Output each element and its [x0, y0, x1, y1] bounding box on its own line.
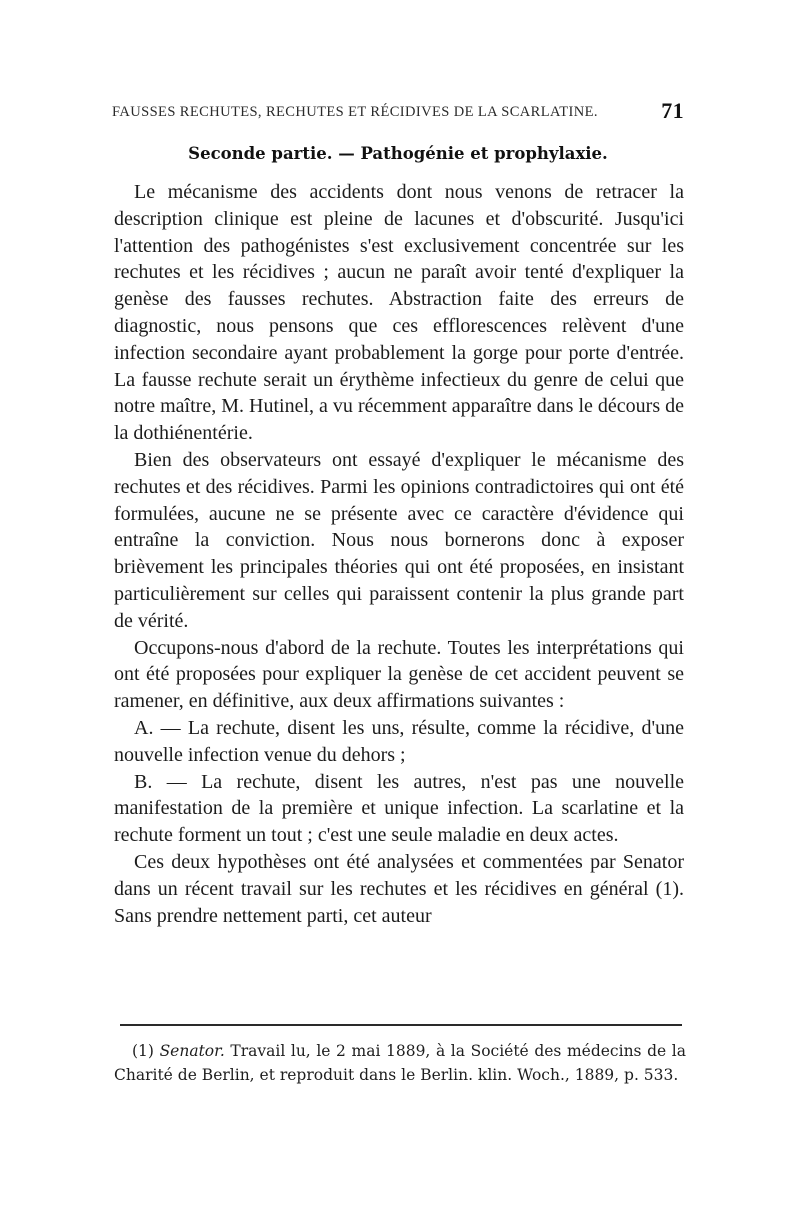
paragraph: Ces deux hypothèses ont été analysées et commentées par Senator dans un récent travail sur les rechutes et les récidives en général (1). Sans prendre nettement parti, cet auteur — [114, 850, 684, 927]
paragraph: Occupons-nous d'abord de la rechute. Toutes les interprétations qui ont été proposées pour expliquer la genèse de cet accident peuvent se ramener, en définitive, aux deux affirmations suivantes : — [114, 636, 684, 713]
footnote-marker: (1) — [132, 1042, 154, 1060]
footnote-author: Senator. — [159, 1042, 225, 1060]
footnote-divider — [120, 1024, 682, 1026]
footnote-paragraph — [114, 1040, 686, 1087]
paragraph: Le mécanisme des accidents dont nous venons de retracer la description clinique est pleine de lacunes et d'obscurité. Jusqu'ici l'attention des pathogénistes s'est exclusivement concentrée sur les rechutes et les récidives ; aucun ne paraît avoir tenté d'expliquer la genèse des fausses rechutes. Abstraction faite des erreurs de diagnostic, nous pensons que ces efflorescences relèvent d'une infection secondaire ayant probablement la gorge pour porte d'entrée. La fausse rechute serait un érythème infectieux du genre de celui que notre maître, M. Hutinel, a vu récemment apparaître dans le décours de la dothiénentérie. — [114, 181, 684, 445]
body-text — [114, 179, 684, 929]
footnote-text: Travail lu, le 2 mai 1889, à la Société des médecins de la Charité de Berlin, et reproduit dans le Berlin. klin. Woch., 1889, p. 533. — [114, 1042, 686, 1084]
running-head — [112, 98, 684, 124]
paragraph: Bien des observateurs ont essayé d'expliquer le mécanisme des rechutes et des récidives. Parmi les opinions contradictoires qui ont été formulées, aucune ne se présente avec ce caractère d'évidence qui entraîne la conviction. Nous nous bornerons donc à exposer brièvement les principales théories qui ont été proposées, en insistant particulièrement sur celles qui paraissent contenir la plus grande part de vérité. — [114, 448, 684, 632]
paragraph: B. — La rechute, disent les autres, n'est pas une nouvelle manifestation de la première et unique infection. La scarlatine et la rechute forment un tout ; c'est une seule maladie en deux actes. — [114, 770, 684, 847]
section-title: Seconde partie. — Pathogénie et prophylaxie. — [188, 144, 608, 163]
footnote — [114, 1040, 686, 1087]
running-title: FAUSSES RECHUTES, RECHUTES ET RÉCIDIVES DE LA SCARLATINE. — [112, 104, 598, 120]
paragraph: A. — La rechute, disent les uns, résulte, comme la récidive, d'une nouvelle infection venue du dehors ; — [114, 716, 684, 766]
page-number: 71 — [661, 98, 684, 123]
